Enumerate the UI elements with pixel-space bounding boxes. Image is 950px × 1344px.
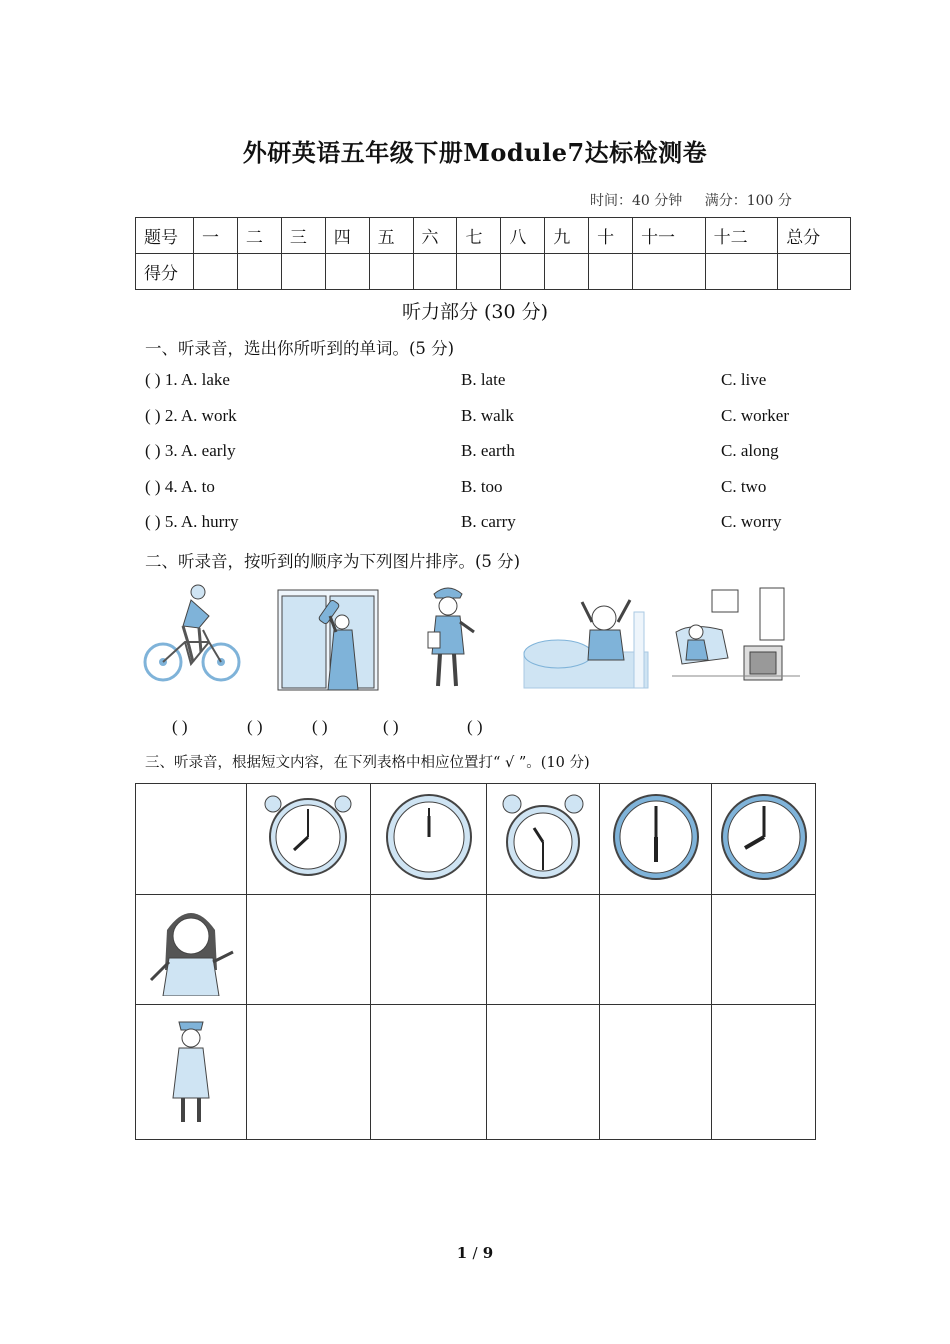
q1-item bbox=[145, 512, 845, 542]
option-b: B. carry bbox=[461, 512, 516, 531]
listening-section-header: 听力部分 (30 分) bbox=[401, 301, 549, 323]
score-header-cell: 七 bbox=[457, 218, 501, 254]
answer-cell[interactable] bbox=[487, 1005, 600, 1140]
score-table bbox=[135, 217, 851, 290]
clock-cell bbox=[246, 784, 370, 895]
q3-header: 三、听录音，根据短文内容，在下列表格中相应位置打“ √ ”。(10 分) bbox=[145, 755, 590, 771]
answer-cell[interactable] bbox=[246, 1005, 370, 1140]
clock-cell bbox=[370, 784, 486, 895]
score-table-score-row bbox=[136, 254, 851, 290]
score-header-cell: 十二 bbox=[705, 218, 778, 254]
answer-cell[interactable] bbox=[370, 1005, 486, 1140]
person-row bbox=[136, 1005, 816, 1140]
option-b: B. walk bbox=[461, 406, 514, 425]
answer-cell[interactable] bbox=[599, 1005, 712, 1140]
option-c: C. worker bbox=[721, 406, 789, 425]
policewoman-picture bbox=[420, 582, 478, 690]
q1-header: 一、听录音，选出你所听到的单词。(5 分) bbox=[145, 339, 455, 358]
page-number bbox=[0, 1244, 950, 1262]
q2-header: 二、听录音，按听到的顺序为下列图片排序。(5 分) bbox=[145, 552, 521, 571]
option-c: C. along bbox=[721, 441, 779, 460]
answer-cell[interactable] bbox=[599, 895, 712, 1005]
score-cell[interactable] bbox=[237, 254, 281, 290]
order-blank[interactable]: ( ) bbox=[172, 717, 188, 736]
option-c: C. two bbox=[721, 477, 767, 496]
option-a: ( ) 5. A. hurry bbox=[145, 512, 239, 531]
score-header-cell: 九 bbox=[545, 218, 589, 254]
score-header-cell: 一 bbox=[194, 218, 238, 254]
score-cell[interactable] bbox=[325, 254, 369, 290]
person-row bbox=[136, 895, 816, 1005]
wake-up-picture bbox=[520, 582, 650, 690]
score-header-cell: 十 bbox=[589, 218, 633, 254]
clock-cell bbox=[599, 784, 712, 895]
score-cell[interactable] bbox=[633, 254, 706, 290]
score-header-cell: 八 bbox=[501, 218, 545, 254]
clock-icon bbox=[384, 792, 474, 882]
score-header-cell: 总分 bbox=[778, 218, 851, 254]
order-blank[interactable]: ( ) bbox=[467, 717, 483, 736]
score-cell[interactable] bbox=[589, 254, 633, 290]
nurse-picture bbox=[165, 1014, 217, 1126]
answer-cell[interactable] bbox=[712, 895, 816, 1005]
clock-icon bbox=[611, 792, 701, 882]
answer-cell[interactable] bbox=[246, 895, 370, 1005]
person-cell bbox=[136, 895, 247, 1005]
option-b: B. earth bbox=[461, 441, 515, 460]
order-blank[interactable]: ( ) bbox=[312, 717, 328, 736]
score-cell[interactable] bbox=[413, 254, 457, 290]
score-header-cell: 六 bbox=[413, 218, 457, 254]
cycling-picture bbox=[143, 582, 243, 690]
option-c: C. live bbox=[721, 370, 767, 389]
answer-cell[interactable] bbox=[487, 895, 600, 1005]
q1-item bbox=[145, 477, 845, 507]
cleaning-picture bbox=[276, 582, 380, 692]
option-a: ( ) 1. A. lake bbox=[145, 370, 230, 389]
order-blank[interactable]: ( ) bbox=[247, 717, 263, 736]
exam-meta bbox=[590, 190, 792, 210]
score-cell[interactable] bbox=[194, 254, 238, 290]
score-header-cell: 题号 bbox=[136, 218, 194, 254]
score-cell[interactable] bbox=[501, 254, 545, 290]
alarm-clock-icon bbox=[498, 792, 588, 882]
score-header-cell: 四 bbox=[325, 218, 369, 254]
score-header-cell: 十一 bbox=[633, 218, 706, 254]
score-cell[interactable] bbox=[778, 254, 851, 290]
time-limit: 时间：40 分钟 bbox=[590, 193, 683, 209]
q1-item bbox=[145, 370, 845, 400]
page-title: 外研英语五年级下册Module7达标检测卷 bbox=[242, 138, 708, 167]
order-blank[interactable]: ( ) bbox=[383, 717, 399, 736]
score-header-cell: 三 bbox=[281, 218, 325, 254]
clock-icon bbox=[719, 792, 809, 882]
full-score: 满分：100 分 bbox=[704, 193, 792, 209]
clock-cell bbox=[712, 784, 816, 895]
score-row-label: 得分 bbox=[136, 254, 194, 290]
score-cell[interactable] bbox=[545, 254, 589, 290]
person-cell bbox=[136, 1005, 247, 1140]
q1-item bbox=[145, 406, 845, 436]
clock-table bbox=[135, 783, 816, 1140]
answer-cell[interactable] bbox=[370, 895, 486, 1005]
corner-cell bbox=[136, 784, 247, 895]
score-cell[interactable] bbox=[457, 254, 501, 290]
score-cell[interactable] bbox=[281, 254, 325, 290]
current-page: 1 bbox=[456, 1244, 468, 1262]
answer-cell[interactable] bbox=[712, 1005, 816, 1140]
watching-tv-picture bbox=[672, 582, 802, 690]
score-cell[interactable] bbox=[369, 254, 413, 290]
score-table-header-row bbox=[136, 218, 851, 254]
alarm-clock-icon bbox=[263, 792, 353, 882]
score-header-cell: 五 bbox=[369, 218, 413, 254]
total-pages: 9 bbox=[482, 1244, 494, 1262]
clock-row bbox=[136, 784, 816, 895]
option-a: ( ) 3. A. early bbox=[145, 441, 236, 460]
score-cell[interactable] bbox=[705, 254, 778, 290]
teacher-picture bbox=[145, 900, 237, 996]
option-c: C. worry bbox=[721, 512, 782, 531]
score-header-cell: 二 bbox=[237, 218, 281, 254]
option-b: B. late bbox=[461, 370, 506, 389]
q1-item bbox=[145, 441, 845, 471]
option-b: B. too bbox=[461, 477, 503, 496]
option-a: ( ) 4. A. to bbox=[145, 477, 215, 496]
page-separator: / bbox=[472, 1244, 478, 1262]
option-a: ( ) 2. A. work bbox=[145, 406, 237, 425]
clock-cell bbox=[487, 784, 600, 895]
